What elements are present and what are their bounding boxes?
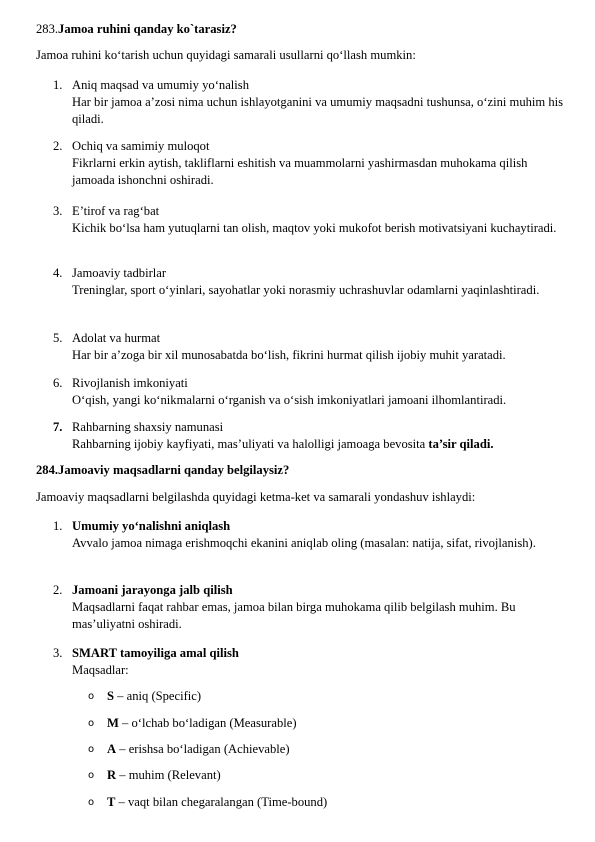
section-number: 283.	[36, 22, 59, 36]
section-number: 284.	[36, 463, 59, 477]
item-number: 2.	[53, 583, 63, 597]
smart-text: – vaqt bilan chegaralangan (Time-bound)	[115, 795, 328, 809]
item-title: SMART tamoyiliga amal qilish	[72, 646, 239, 660]
item-number: 3.	[53, 204, 63, 218]
item-title: Umumiy yo‘nalishni aniqlash	[72, 519, 231, 533]
item-description: Avvalo jamoa nimaga erishmoqchi ekanini aniqlab oling (masalan: natija, sifat, rivojlanish).	[72, 535, 536, 550]
item-description: Har bir a’zoga bir xil munosabatda bo‘lish, fikrini hurmat qilish ijobiy muhit yaratadi.	[72, 347, 506, 362]
item-title: E’tirof va rag‘bat	[72, 204, 160, 218]
item-description: Har bir jamoa a’zosi nima uchun ishlayotganini va umumiy maqsadni tushunsa, o‘zini muhim his qiladi.	[72, 94, 564, 126]
section-title: Jamoa ruhini qanday ko`tarasiz?	[58, 22, 237, 36]
item-description-emphasis: ta’sir qiladi.	[428, 436, 494, 451]
item-number: 2.	[53, 139, 63, 153]
item-description: Maqsadlar:	[72, 662, 129, 677]
item-description: Treninglar, sport o‘yinlari, sayohatlar yoki norasmiy uchrashuvlar odamlarni yaqinlashtiradi.	[72, 282, 540, 297]
item-number: 5.	[53, 331, 63, 345]
smart-letter: T	[107, 795, 116, 809]
bullet-icon: o	[88, 770, 95, 781]
smart-letter: A	[107, 742, 117, 756]
bullet-icon: o	[88, 797, 95, 808]
item-title: Jamoani jarayonga jalb qilish	[72, 583, 233, 597]
smart-letter: R	[107, 768, 117, 782]
item-number: 4.	[53, 266, 63, 280]
section-284-heading	[36, 463, 289, 478]
section-title: Jamoaviy maqsadlarni qanday belgilaysiz?	[58, 463, 290, 477]
item-number: 3.	[53, 646, 63, 660]
item-title: Rahbarning shaxsiy namunasi	[72, 420, 224, 434]
smart-letter: S	[107, 689, 115, 703]
item-number: 6.	[53, 376, 63, 390]
item-description-text: Rahbarning ijobiy kayfiyati, mas’uliyati va halolligi jamoaga bevosita	[72, 436, 429, 451]
section-283-heading	[36, 22, 237, 37]
item-title: Jamoaviy tadbirlar	[72, 266, 167, 280]
item-description: Maqsadlarni faqat rahbar emas, jamoa bilan birga muhokama qilib belgilash muhim. Bu mas’uliyatni oshiradi.	[72, 599, 516, 631]
item-description	[72, 436, 572, 453]
item-title: Rivojlanish imkoniyati	[72, 376, 188, 390]
item-title: Adolat va hurmat	[72, 331, 161, 345]
bullet-icon: o	[88, 718, 95, 729]
section-284-intro: Jamoaviy maqsadlarni belgilashda quyidagi ketma-ket va samarali yondashuv ishlaydi:	[36, 490, 476, 504]
item-title: Aniq maqsad va umumiy yo‘nalish	[72, 78, 249, 92]
item-description: Fikrlarni erkin aytish, takliflarni eshitish va muammolarni yashirmasdan muhokama qilish jamoada ishonchni oshiradi.	[72, 155, 528, 187]
item-description: Kichik bo‘lsa ham yutuqlarni tan olish, maqtov yoki mukofot berish motivatsiyani kuchaytiradi.	[72, 220, 557, 235]
bullet-icon: o	[88, 691, 95, 702]
item-number: 1.	[53, 519, 63, 533]
bullet-icon: o	[88, 744, 95, 755]
smart-text: – aniq (Specific)	[114, 689, 202, 703]
smart-letter: M	[107, 716, 119, 730]
section-283-intro: Jamoa ruhini ko‘tarish uchun quyidagi samarali usullarni qo‘llash mumkin:	[36, 48, 416, 62]
item-number: 7.	[53, 420, 63, 434]
smart-text: – o‘lchab bo‘ladigan (Measurable)	[118, 716, 297, 730]
smart-text: – erishsa bo‘ladigan (Achievable)	[116, 742, 290, 756]
item-title: Ochiq va samimiy muloqot	[72, 139, 210, 153]
item-description: O‘qish, yangi ko‘nikmalarni o‘rganish va o‘sish imkoniyatlari jamoani ilhomlantiradi.	[72, 392, 507, 407]
smart-text: – muhim (Relevant)	[116, 768, 221, 782]
item-number: 1.	[53, 78, 63, 92]
